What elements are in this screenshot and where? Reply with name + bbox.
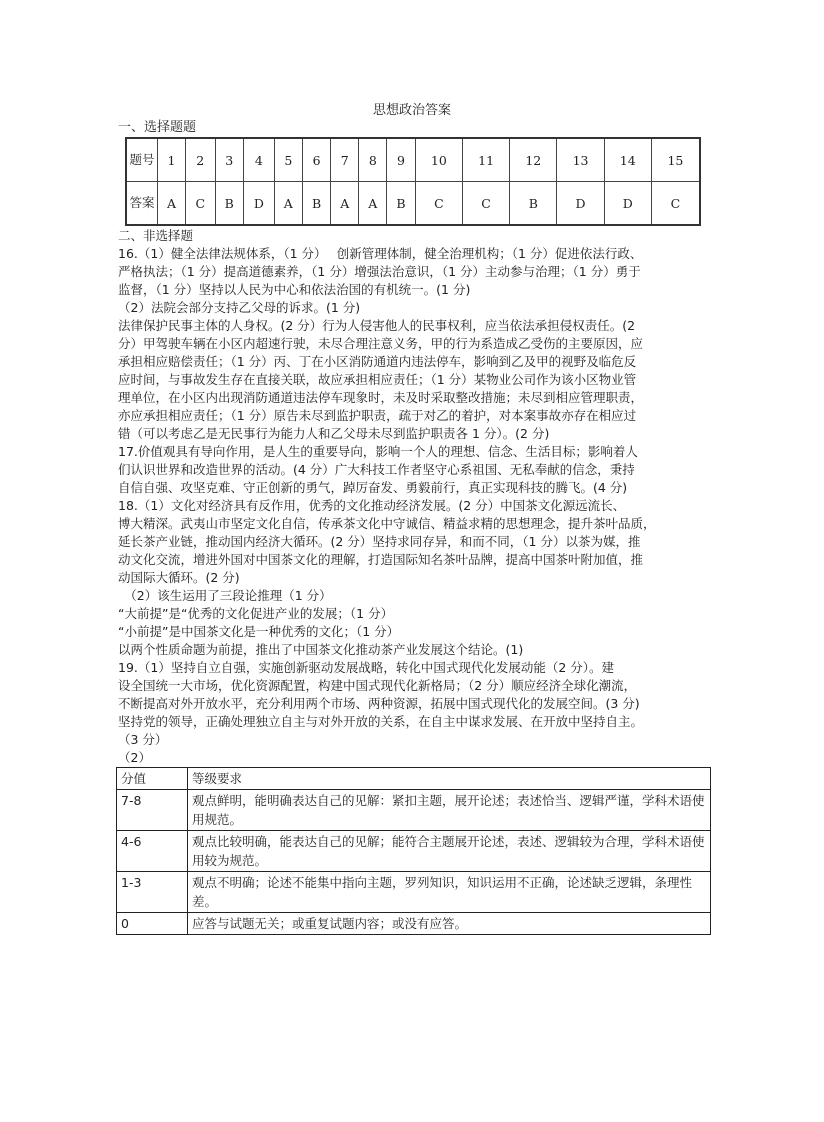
answer-letter: C [462, 182, 509, 226]
question-number: 8 [359, 138, 387, 182]
answer-letter: B [510, 182, 557, 226]
question-number: 11 [462, 138, 509, 182]
answer-letter: B [302, 182, 330, 226]
question-number: 3 [215, 138, 243, 182]
text-line: （3 分） [118, 732, 168, 747]
question-number: 7 [331, 138, 359, 182]
answer-letter: A [274, 182, 302, 226]
requirement-text: 观点不明确；论述不能集中指向主题，罗列知识，知识运用不正确，论述缺乏逻辑，条理性差。 [188, 872, 711, 913]
score-range: 1-3 [117, 872, 188, 913]
grading-table [116, 767, 711, 935]
answer-row [126, 182, 700, 226]
text-line: 以两个性质命题为前提，推出了中国茶文化推动茶产业发展这个结论。(1) [118, 642, 524, 657]
row-label-question: 题号 [126, 138, 158, 182]
header-requirement: 等级要求 [188, 768, 711, 790]
question-number: 2 [186, 138, 216, 182]
score-range: 4-6 [117, 831, 188, 872]
question-number: 15 [651, 138, 700, 182]
answer-letter: D [557, 182, 604, 226]
question-number: 5 [274, 138, 302, 182]
text-line: 16.（1）健全法律法规体系，（1 分） 创新管理体制，健全治理机构；（1 分）促进依法行政、 [118, 246, 643, 261]
text-line: 承担相应赔偿责任；（1 分）丙、丁在小区消防通道内违法停车，影响到乙及甲的视野及临危反 [118, 354, 637, 369]
text-line: 坚持党的领导，正确处理独立自主与对外开放的关系，在自主中谋求发展、在开放中坚持自主。 [118, 714, 644, 729]
question-number: 13 [557, 138, 604, 182]
text-line: 理单位，在小区内出现消防通道违法停车现象时，未及时采取整改措施；未尽到相应管理职责， [118, 390, 644, 405]
text-line: 严格执法；（1 分）提高道德素养，（1 分）增强法治意识，（1 分）主动参与治理；（1 分）勇于 [118, 264, 641, 279]
page-title: 思想政治答案 [372, 103, 451, 118]
text-line: 亦应承担相应责任；（1 分）原告未尽到监护职责，疏于对乙的着护，对本案事故亦存在相应过 [118, 408, 637, 423]
answer-table [125, 137, 701, 226]
answer-letter: A [359, 182, 387, 226]
question-number: 4 [244, 138, 275, 182]
question-row [126, 138, 700, 182]
text-line: 动文化交流，增进外国对中国茶文化的理解，打造国际知名茶叶品牌，提高中国茶叶附加值，推 [118, 552, 644, 567]
text-line: 分）甲驾驶车辆在小区内超速行驶，未尽合理注意义务，甲的行为系造成乙受伤的主要原因，应 [118, 336, 644, 351]
answer-letter: A [331, 182, 359, 226]
text-line: 动国际大循环。(2 分) [118, 570, 240, 585]
text-line: 错（可以考虑乙是无民事行为能力人和乙父母未尽到监护职责各 1 分）。(2 分) [118, 426, 550, 441]
answer-letter: D [244, 182, 275, 226]
text-line: 17.价值观具有导向作用，是人生的重要导向，影响一个人的理想、信念、生活目标；影响着人 [118, 444, 638, 459]
text-line: 设全国统一大市场，优化资源配置，构建中国式现代化新格局；（2 分）顺应经济全球化潮流， [118, 678, 637, 693]
question-number: 12 [510, 138, 557, 182]
grading-row [117, 913, 711, 935]
answer-letter: B [387, 182, 415, 226]
text-line: “大前提”是“优秀的文化促进产业的发展；（1 分） [118, 606, 394, 621]
row-label-answer: 答案 [126, 182, 158, 226]
score-range: 0 [117, 913, 188, 935]
text-line: （2）法院会部分支持乙父母的诉求。(1 分) [118, 300, 361, 315]
text-line: 监督，（1 分）坚持以人民为中心和依法治国的有机统一。(1 分) [118, 282, 471, 297]
answer-letter: C [651, 182, 700, 226]
grading-row [117, 790, 711, 831]
grading-header-row [117, 768, 711, 790]
answer-letter: D [604, 182, 651, 226]
score-range: 7-8 [117, 790, 188, 831]
text-line: 延长茶产业链，推动国内经济大循环。(2 分）坚持求同存异，和而不同，（1 分）以茶为媒，推 [118, 534, 641, 549]
question-number: 10 [415, 138, 462, 182]
text-line: “小前提”是中国茶文化是一种优秀的文化；（1 分） [118, 624, 400, 639]
section-heading-choice: 一、选择题题 [118, 120, 197, 135]
answer-letter: C [186, 182, 216, 226]
text-line: 们认识世界和改造世界的活动。(4 分）广大科技工作者坚守心系祖国、无私奉献的信念，秉持 [118, 462, 635, 477]
question-number: 14 [604, 138, 651, 182]
text-line: 应时间，与事故发生存在直接关联，故应承担相应责任；（1 分）某物业公司作为该小区物业管 [118, 372, 637, 387]
text-line: 法律保护民事主体的人身权。(2 分）行为人侵害他人的民事权利，应当依法承担侵权责任。(2 [118, 318, 636, 333]
text-line: （2）该生运用了三段论推理（1 分） [118, 588, 332, 603]
text-line: 自信自强、攻坚克难、守正创新的勇气，踔厉奋发、勇毅前行，真正实现科技的腾飞。(4 分) [118, 480, 628, 495]
header-score: 分值 [117, 768, 188, 790]
requirement-text: 观点鲜明，能明确表达自己的见解：紧扣主题，展开论述；表述恰当、逻辑严谨，学科术语使用规范。 [188, 790, 711, 831]
question-number: 6 [302, 138, 330, 182]
answer-letter: C [415, 182, 462, 226]
answer-letter: B [215, 182, 243, 226]
grading-row [117, 831, 711, 872]
answer-body [118, 227, 718, 767]
text-line: 19.（1）坚持自立自强，实施创新驱动发展战略，转化中国式现代化发展动能（2 分）。建 [118, 660, 615, 675]
question-number: 9 [387, 138, 415, 182]
text-line: 二、非选择题 [118, 228, 194, 243]
requirement-text: 应答与试题无关；或重复试题内容；或没有应答。 [188, 913, 711, 935]
text-line: 不断提高对外开放水平，充分利用两个市场、两种资源，拓展中国式现代化的发展空间。(3 分) [118, 696, 640, 711]
grading-row [117, 872, 711, 913]
text-line: （2） [118, 750, 151, 765]
answer-letter: A [158, 182, 186, 226]
text-line: 博大精深。武夷山市坚定文化自信，传承茶文化中守诚信、精益求精的思想理念，提升茶叶品质， [118, 516, 656, 531]
question-number: 1 [158, 138, 186, 182]
requirement-text: 观点比较明确，能表达自己的见解；能符合主题展开论述，表述、逻辑较为合理，学科术语使用较为规范。 [188, 831, 711, 872]
text-line: 18.（1）文化对经济具有反作用，优秀的文化推动经济发展。(2 分）中国茶文化源远流长、 [118, 498, 626, 513]
